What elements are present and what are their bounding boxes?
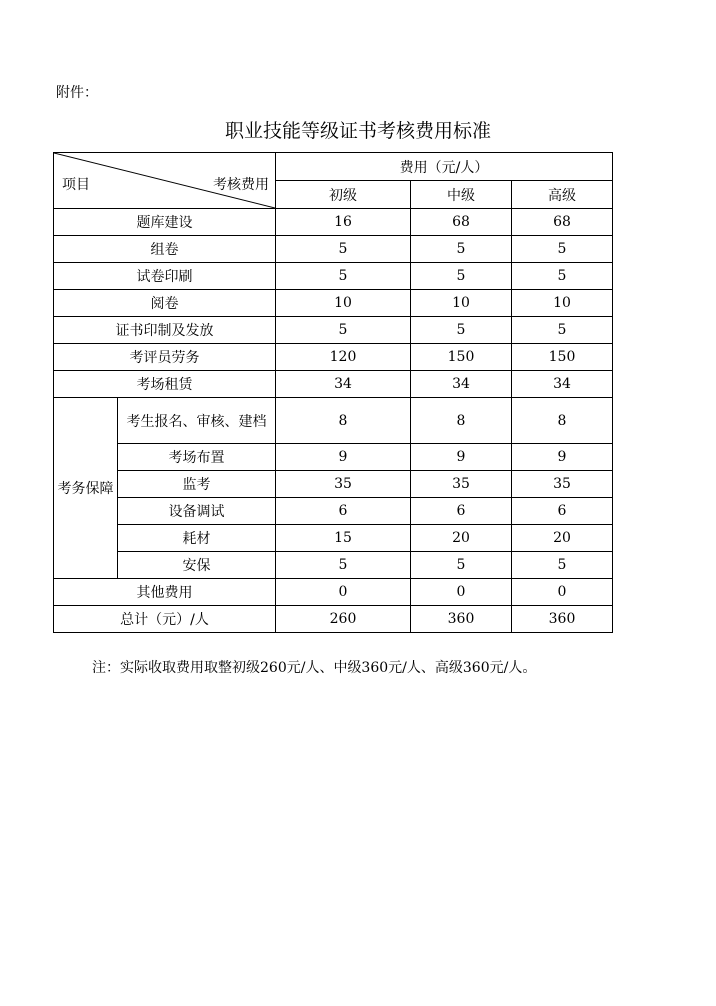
value-cell: 5 <box>276 552 411 579</box>
value-cell: 15 <box>276 525 411 552</box>
level-header-intermediate: 中级 <box>411 181 512 209</box>
value-cell: 34 <box>276 371 411 398</box>
table-row <box>54 525 613 552</box>
table-row <box>54 317 613 344</box>
diagonal-header-cell <box>54 153 276 209</box>
value-cell: 150 <box>512 344 613 371</box>
table-row <box>54 290 613 317</box>
value-cell: 10 <box>512 290 613 317</box>
value-cell: 34 <box>512 371 613 398</box>
value-cell: 8 <box>411 398 512 444</box>
value-cell: 35 <box>276 471 411 498</box>
value-cell: 68 <box>411 209 512 236</box>
value-cell: 6 <box>411 498 512 525</box>
level-header-senior: 高级 <box>512 181 613 209</box>
value-cell: 35 <box>411 471 512 498</box>
row-label: 题库建设 <box>54 209 276 236</box>
value-cell: 9 <box>512 444 613 471</box>
value-cell: 8 <box>512 398 613 444</box>
total-value-cell: 360 <box>512 606 613 633</box>
value-cell: 8 <box>276 398 411 444</box>
row-label: 其他费用 <box>54 579 276 606</box>
value-cell: 34 <box>411 371 512 398</box>
document-title: 职业技能等级证书考核费用标准 <box>224 120 491 142</box>
row-label: 组卷 <box>54 236 276 263</box>
value-cell: 150 <box>411 344 512 371</box>
total-value-cell: 260 <box>276 606 411 633</box>
value-cell: 5 <box>411 317 512 344</box>
table-row <box>54 444 613 471</box>
group-label: 考务保障 <box>54 398 118 579</box>
value-cell: 5 <box>276 317 411 344</box>
header-row-1 <box>54 153 613 181</box>
value-cell: 120 <box>276 344 411 371</box>
total-row <box>54 606 613 633</box>
value-cell: 0 <box>411 579 512 606</box>
value-cell: 20 <box>512 525 613 552</box>
table-row <box>54 579 613 606</box>
value-cell: 35 <box>512 471 613 498</box>
value-cell: 5 <box>411 236 512 263</box>
table-row <box>54 263 613 290</box>
value-cell: 5 <box>512 236 613 263</box>
footnote: 注：实际收取费用取整初级260元/人、中级360元/人、高级360元/人。 <box>92 660 537 676</box>
row-label: 安保 <box>118 552 276 579</box>
value-cell: 5 <box>512 263 613 290</box>
table-row <box>54 344 613 371</box>
value-cell: 5 <box>411 552 512 579</box>
total-value-cell: 360 <box>411 606 512 633</box>
value-cell: 5 <box>411 263 512 290</box>
row-label: 阅卷 <box>54 290 276 317</box>
fee-group-header: 费用（元/人） <box>276 153 613 181</box>
value-cell: 20 <box>411 525 512 552</box>
row-label: 考生报名、审核、建档 <box>118 398 276 444</box>
value-cell: 5 <box>512 552 613 579</box>
value-cell: 16 <box>276 209 411 236</box>
table-row <box>54 398 613 444</box>
table-row <box>54 236 613 263</box>
value-cell: 6 <box>276 498 411 525</box>
table-row <box>54 552 613 579</box>
value-cell: 68 <box>512 209 613 236</box>
value-cell: 10 <box>411 290 512 317</box>
value-cell: 5 <box>512 317 613 344</box>
fee-item-header-label: 考核费用 <box>213 177 269 193</box>
value-cell: 5 <box>276 263 411 290</box>
table-row <box>54 371 613 398</box>
value-cell: 9 <box>276 444 411 471</box>
row-label: 试卷印刷 <box>54 263 276 290</box>
row-label: 耗材 <box>118 525 276 552</box>
value-cell: 10 <box>276 290 411 317</box>
row-label: 证书印制及发放 <box>54 317 276 344</box>
table-row <box>54 209 613 236</box>
row-label: 设备调试 <box>118 498 276 525</box>
row-label: 考场租赁 <box>54 371 276 398</box>
value-cell: 0 <box>276 579 411 606</box>
value-cell: 0 <box>512 579 613 606</box>
table-row <box>54 498 613 525</box>
value-cell: 9 <box>411 444 512 471</box>
row-label: 监考 <box>118 471 276 498</box>
row-label: 考场布置 <box>118 444 276 471</box>
level-header-junior: 初级 <box>276 181 411 209</box>
item-header-label: 项目 <box>62 177 90 193</box>
table-row <box>54 471 613 498</box>
fee-table <box>53 152 613 633</box>
value-cell: 5 <box>276 236 411 263</box>
row-label: 考评员劳务 <box>54 344 276 371</box>
attachment-label: 附件： <box>56 85 98 101</box>
value-cell: 6 <box>512 498 613 525</box>
total-label: 总计（元）/人 <box>54 606 276 633</box>
